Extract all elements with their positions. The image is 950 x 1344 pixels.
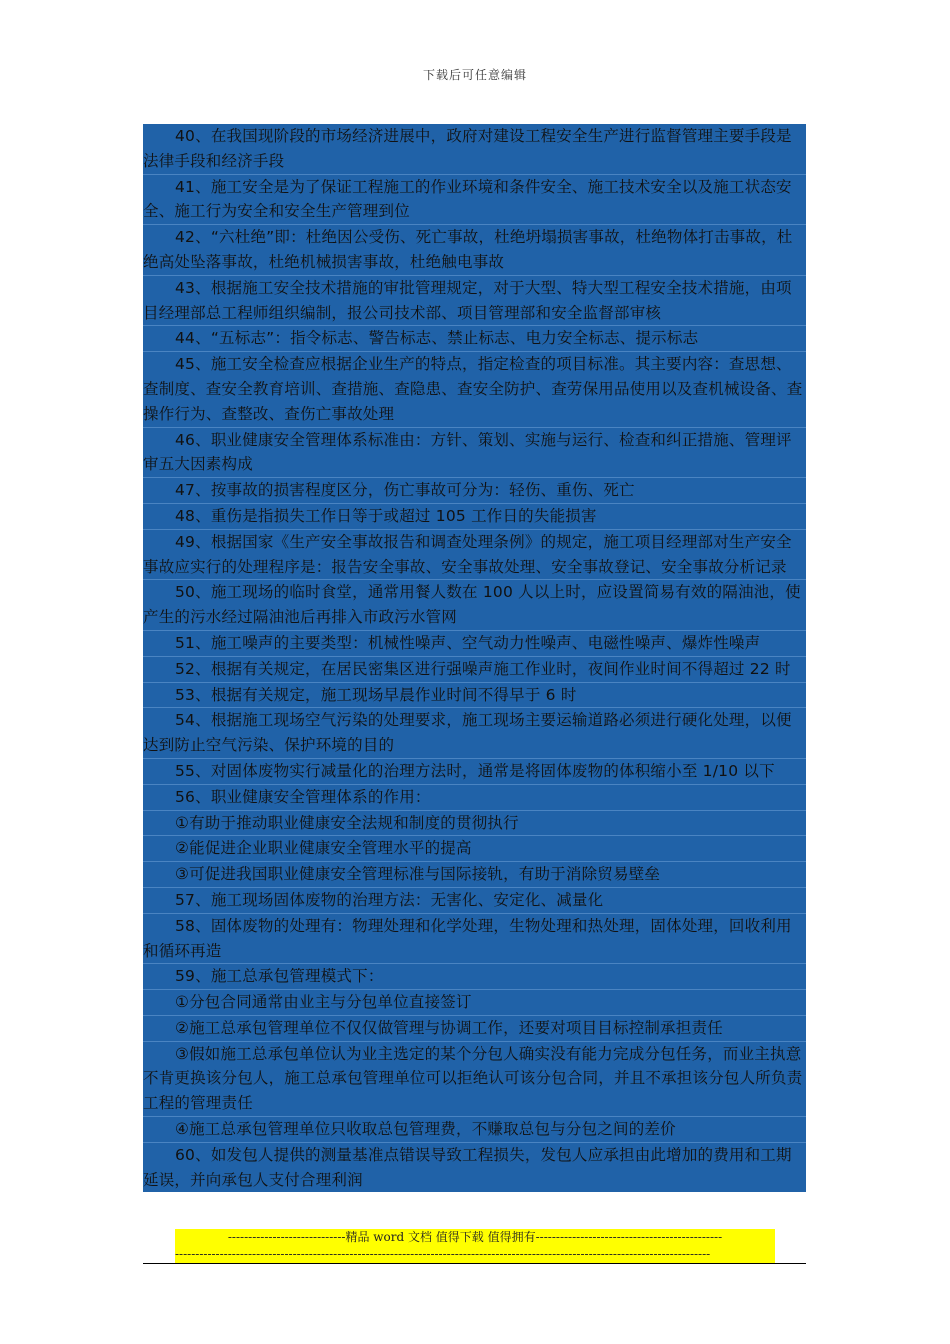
paragraph-56-item-3: ③可促进我国职业健康安全管理标准与国际接轨，有助于消除贸易壁垒	[143, 862, 806, 888]
footer-line-2: ------------------------------------------------------------------------------------------------------------------------------------	[175, 1246, 775, 1263]
paragraph-59-item-1: ①分包合同通常由业主与分包单位直接签订	[143, 990, 806, 1016]
paragraph-50: 50、施工现场的临时食堂，通常用餐人数在 100 人以上时，应设置简易有效的隔油池，使产生的污水经过隔油池后再排入市政污水管网	[143, 580, 806, 631]
paragraph-41: 41、施工安全是为了保证工程施工的作业环境和条件安全、施工技术安全以及施工状态安全、施工行为安全和安全生产管理到位	[143, 175, 806, 226]
paragraph-44: 44、“五标志”：指令标志、警告标志、禁止标志、电力安全标志、提示标志	[143, 326, 806, 352]
footer-banner	[175, 1229, 775, 1263]
paragraph-60: 60、如发包人提供的测量基准点错误导致工程损失，发包人应承担由此增加的费用和工期延误，并向承包人支付合理利润	[143, 1145, 792, 1189]
paragraph-54: 54、根据施工现场空气污染的处理要求，施工现场主要运输道路必须进行硬化处理，以便达到防止空气污染、保护环境的目的	[143, 708, 806, 759]
paragraph-52: 52、根据有关规定，在居民密集区进行强噪声施工作业时，夜间作业时间不得超过 22 时	[143, 657, 806, 683]
paragraph-42: 42、“六杜绝”即：杜绝因公受伤、死亡事故，杜绝坍塌损害事故，杜绝物体打击事故，杜绝高处坠落事故，杜绝机械损害事故，杜绝触电事故	[143, 225, 806, 276]
paragraph-59-item-3: ③假如施工总承包单位认为业主选定的某个分包人确实没有能力完成分包任务，而业主执意不肯更换该分包人，施工总承包管理单位可以拒绝认可该分包合同，并且不承担该分包人所负责工程的管理责任	[143, 1042, 806, 1117]
paragraph-47: 47、按事故的损害程度区分，伤亡事故可分为：轻伤、重伤、死亡	[143, 478, 806, 504]
paragraph-59: 59、施工总承包管理模式下：	[143, 964, 806, 990]
paragraph-46: 46、职业健康安全管理体系标准由：方针、策划、实施与运行、检查和纠正措施、管理评审五大因素构成	[143, 428, 806, 479]
paragraph-58: 58、固体废物的处理有：物理处理和化学处理，生物处理和热处理，固体处理，回收利用和循环再造	[143, 914, 806, 965]
paragraph-59-item-2: ②施工总承包管理单位不仅仅做管理与协调工作，还要对项目目标控制承担责任	[143, 1016, 806, 1042]
page-header: 下载后可任意编辑	[422, 68, 527, 82]
paragraph-51: 51、施工噪声的主要类型：机械性噪声、空气动力性噪声、电磁性噪声、爆炸性噪声	[143, 631, 806, 657]
paragraph-48: 48、重伤是指损失工作日等于或超过 105 工作日的失能损害	[143, 504, 806, 530]
paragraph-56-item-2: ②能促进企业职业健康安全管理水平的提高	[143, 836, 806, 862]
paragraph-53: 53、根据有关规定，施工现场早晨作业时间不得早于 6 时	[143, 683, 806, 709]
paragraph-57: 57、施工现场固体废物的治理方法：无害化、安定化、减量化	[143, 888, 806, 914]
footer-divider	[143, 1263, 806, 1264]
paragraph-49: 49、根据国家《生产安全事故报告和调查处理条例》的规定，施工项目经理部对生产安全事故应实行的处理程序是：报告安全事故、安全事故处理、安全事故登记、安全事故分析记录	[143, 530, 806, 581]
paragraph-56: 56、职业健康安全管理体系的作用：	[143, 785, 806, 811]
paragraph-43: 43、根据施工安全技术措施的审批管理规定，对于大型、特大型工程安全技术措施，由项目经理部总工程师组织编制，报公司技术部、项目管理部和安全监督部审核	[143, 276, 806, 327]
document-body	[143, 124, 806, 1192]
paragraph-40: 40、在我国现阶段的市场经济进展中，政府对建设工程安全生产进行监督管理主要手段是法律手段和经济手段	[143, 124, 806, 175]
paragraph-56-item-1: ①有助于推动职业健康安全法规和制度的贯彻执行	[143, 811, 806, 837]
paragraph-59-item-4: ④施工总承包管理单位只收取总包管理费，不赚取总包与分包之间的差价	[143, 1117, 806, 1143]
footer-line-1: -----------------------------精品 word 文档 值得下载 值得拥有----------------------------------------------	[175, 1229, 775, 1246]
paragraph-55: 55、对固体废物实行减量化的治理方法时，通常是将固体废物的体积缩小至 1/10 以下	[143, 759, 806, 785]
paragraph-45: 45、施工安全检查应根据企业生产的特点，指定检查的项目标准。其主要内容：查思想、查制度、查安全教育培训、查措施、查隐患、查安全防护、查劳保用品使用以及查机械设备、查操作行为、查整改、查伤亡事故处理	[143, 352, 806, 427]
